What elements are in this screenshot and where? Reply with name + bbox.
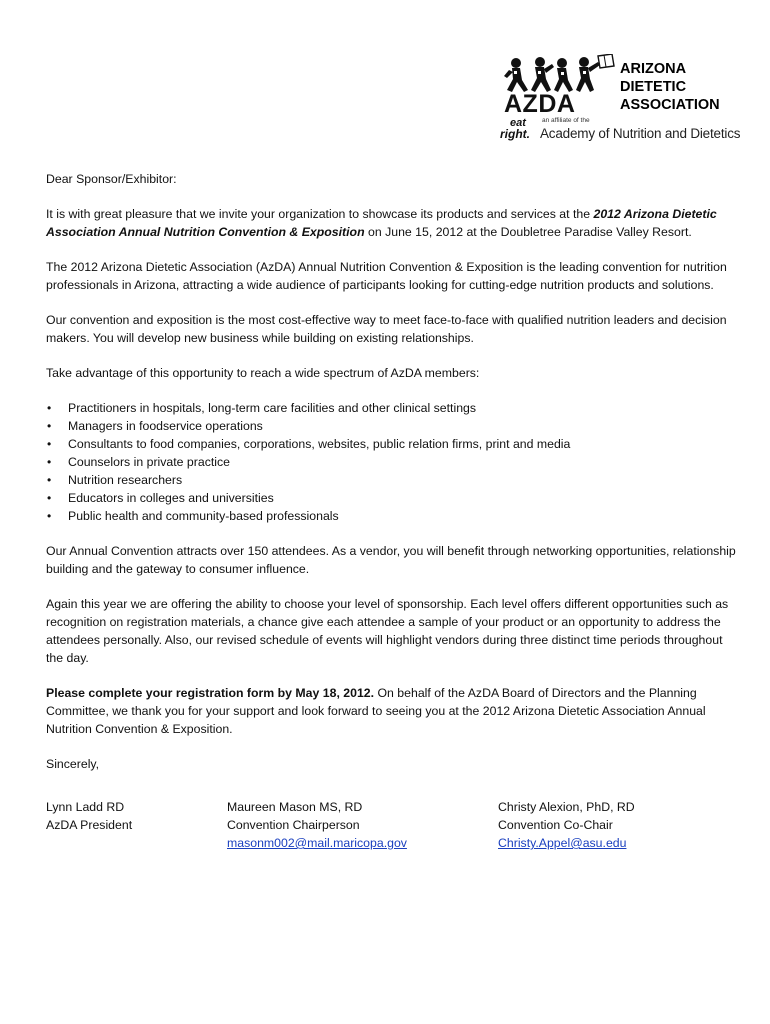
eat-text: eat: [510, 117, 526, 129]
association-name-line-3: ASSOCIATION: [620, 97, 720, 113]
list-item: [46, 471, 736, 489]
members-list-intro: Take advantage of this opportunity to reach a wide spectrum of AzDA members:: [46, 366, 480, 380]
azda-wordmark: AZDA: [504, 90, 576, 118]
list-item: [46, 507, 736, 525]
list-item-text: Nutrition researchers: [68, 473, 183, 487]
letter-body: [46, 170, 736, 790]
paragraph-invitation-start: It is with great pleasure that we invite your organization to showcase its products and services at the: [46, 207, 594, 221]
association-name-line-2: DIETETIC: [620, 79, 687, 95]
list-item-text: Counselors in private practice: [68, 455, 230, 469]
list-item-text: Public health and community-based professionals: [68, 509, 339, 523]
bullet-icon: •: [47, 509, 52, 523]
email-link[interactable]: masonm002@mail.maricopa.gov: [227, 836, 407, 850]
list-item: [46, 453, 736, 471]
paragraph-sponsorship-levels: Again this year we are offering the ability to choose your level of sponsorship. Each level offers different opportunities such as recognition on registration materials, a chance give each attendee a sample of your product or an opportunity to address the attendees personally. Also, our revised schedule of events will highlight vendors during three distinct time periods throughout the day.: [46, 597, 729, 665]
bullet-icon: •: [47, 491, 52, 505]
list-item: [46, 435, 736, 453]
bullet-icon: •: [47, 437, 52, 451]
bullet-icon: •: [47, 455, 52, 469]
paragraph-registration-rest: On behalf of the AzDA Board of Directors and the Planning Committee, we thank you for your support and look forward to seeing you at the 2012 Arizona Dietetic Association Annual Nutrition Convention & Exposition.: [46, 686, 706, 736]
closing: Sincerely,: [46, 757, 100, 771]
list-item: [46, 489, 736, 507]
signature-block-president: [46, 798, 132, 834]
list-item: [46, 417, 736, 435]
association-name: [620, 60, 720, 114]
list-item-text: Educators in colleges and universities: [68, 491, 274, 505]
signer-name: Lynn Ladd RD: [46, 800, 125, 814]
bullet-icon: •: [47, 419, 52, 433]
association-name-line-1: ARIZONA: [620, 61, 687, 77]
bullet-icon: •: [47, 401, 52, 415]
affiliate-text: an affiliate of the: [542, 117, 590, 124]
paragraph-convention-description: The 2012 Arizona Dietetic Association (AzDA) Annual Nutrition Convention & Exposition is the leading convention for nutrition professionals in Arizona, attracting a wide audience of participants looking for cutting-edge nutrition products and solutions.: [46, 260, 727, 292]
bullet-icon: •: [47, 473, 52, 487]
paragraph-cost-effective: Our convention and exposition is the most cost-effective way to meet face-to-face with qualified nutrition leaders and decision makers. You will develop new business while building on existing relationships.: [46, 313, 727, 345]
paragraph-attendees: Our Annual Convention attracts over 150 attendees. As a vendor, you will benefit through networking opportunities, relationship building and the gateway to consumer influence.: [46, 544, 736, 576]
paragraph-registration: [46, 684, 736, 738]
azda-logo: [498, 54, 748, 146]
list-item-text: Managers in foodservice operations: [68, 419, 263, 433]
list-item: [46, 399, 736, 417]
signer-title: Convention Co-Chair: [498, 818, 613, 832]
registration-deadline: Please complete your registration form by May 18, 2012.: [46, 686, 375, 700]
academy-name: Academy of Nutrition and Dietetics: [540, 126, 741, 141]
right-text: right.: [500, 127, 530, 141]
list-item-text: Consultants to food companies, corporations, websites, public relation firms, print and media: [68, 437, 571, 451]
signer-title: Convention Chairperson: [227, 818, 360, 832]
event-name: 2012 Arizona Dietetic Association Annual Nutrition Convention & Exposition: [46, 207, 717, 239]
paragraph-invitation: [46, 205, 736, 241]
paragraph-invitation-end: on June 15, 2012 at the Doubletree Paradise Valley Resort.: [364, 225, 692, 239]
signer-name: Maureen Mason MS, RD: [227, 800, 363, 814]
members-list: [46, 399, 736, 525]
eat-right-logo: [500, 118, 530, 140]
signer-name: Christy Alexion, PhD, RD: [498, 800, 635, 814]
salutation: Dear Sponsor/Exhibitor:: [46, 172, 177, 186]
list-item-text: Practitioners in hospitals, long-term care facilities and other clinical settings: [68, 401, 477, 415]
signature-block-co-chair: [498, 798, 635, 852]
email-link[interactable]: Christy.Appel@asu.edu: [498, 836, 627, 850]
signature-block-chairperson: [227, 798, 407, 852]
signer-title: AzDA President: [46, 818, 133, 832]
